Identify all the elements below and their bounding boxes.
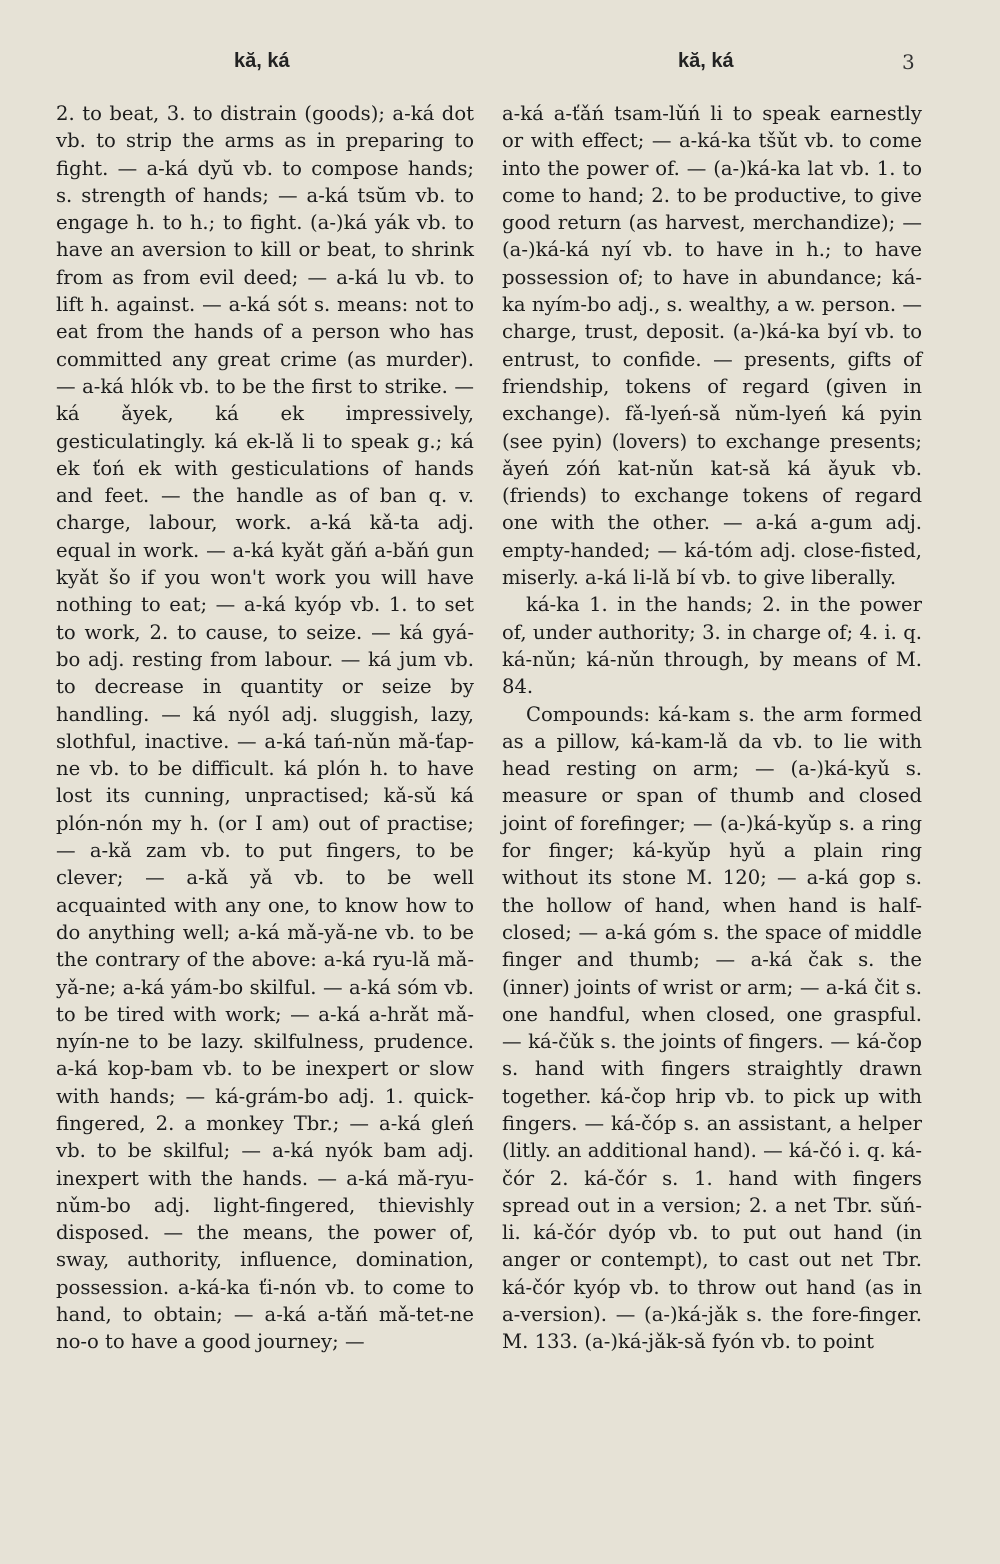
left-headword: kă, ká	[234, 50, 290, 72]
right-column	[502, 100, 922, 1356]
right-paragraph: ká-ka 1. in the hands; 2. in the power of, under authority; 3. in charge of; 4. i. q. ká-nǔn; ká-nǔn through, by means of M. 84.	[502, 593, 922, 699]
left-paragraph: 2. to beat, 3. to distrain (goods); a-ká dot vb. to strip the arms as in preparing to fight. — a-ká dyŭ vb. to compose hands; s. strength of hands; — a-ká tsŭm vb. to engage h. to h.; to fight. (a-)ká yák vb. to have an aversion to kill or beat, to shrink from as from evil deed; — a-ká lu vb. to lift h. against. — a-ká sót s. means: not to eat from the hands of a person who has committed any great crime (as murder). — a-ká hlók vb. to be the first to strike. — ká ǎyek, ká ek impressively, gesticulatingly. ká ek-lǎ li to speak g.; ká ek ťoń ek with gesticulations of hands and feet. — the handle as of ban q. v. charge, labour, work. a-ká kǎ-ta adj. equal in work. — a-ká kyǎt gǎń a-bǎń gun kyǎt šo if you won't work you will have nothing to eat; — a-ká kyóp vb. 1. to set to work, 2. to cause, to seize. — ká gyá-bo adj. resting from labour. — ká jum vb. to decrease in quantity or seize by handling. — ká nyól adj. sluggish, lazy, slothful, inactive. — a-ká tań-nǔn mǎ-ťap-ne vb. to be difficult. ká plón h. to have lost its cunning, unpractised; kǎ-sǔ ká plón-nón my h. (or I am) out of practise; — a-kǎ zam vb. to put fingers, to be clever; — a-kǎ yǎ vb. to be well acquainted with any one, to know how to do anything well; a-ká mǎ-yǎ-ne vb. to be the contrary of the above: a-ká ryu-lǎ mǎ-yǎ-ne; a-ká yám-bo skilful. — a-ká sóm vb. to be tired with work; — a-ká a-hrǎt mǎ-nyín-ne to be lazy. skilfulness, prudence. a-ká kop-bam vb. to be inexpert or slow with hands; — ká-grám-bo adj. 1. quick-fingered, 2. a monkey Tbr.; — a-ká gleń vb. to be skilful; — a-ká nyók bam adj. inexpert with the hands. — a-ká mǎ-ryu-nǔm-bo adj. light-fingered, thievishly disposed. — the means, the power of, sway, authority, influence, domination, possession. a-ká-ka ťi-nón vb. to come to hand, to obtain; — a-ká a-tǎń mǎ-tet-ne no-o to have a good journey; —	[56, 102, 474, 1354]
left-column	[56, 100, 474, 1356]
running-header	[0, 50, 1000, 80]
right-paragraph: Compounds: ká-kam s. the arm formed as a pillow, ká-kam-lǎ da vb. to lie with head resting on arm; — (a-)ká-kyǔ s. measure or span of thumb and closed joint of forefinger; — (a-)ká-kyǔp s. a ring for finger; ká-kyǔp hyǔ a plain ring without its stone M. 120; — a-ká gop s. the hollow of hand, when hand is half-closed; — a-ká góm s. the space of middle finger and thumb; — a-ká čak s. the (inner) joints of wrist or arm; — a-ká čit s. one handful, when closed, one graspful. — ká-čǔk s. the joints of fingers. — ká-čop s. hand with fingers straightly drawn together. ká-čop hrip vb. to pick up with fingers. — ká-čóp s. an assistant, a helper (litly. an additional hand). — ká-čó i. q. ká-čór 2. ká-čór s. 1. hand with fingers spread out in a version; 2. a net Tbr. sǔń-li. ká-čór dyóp vb. to put out hand (in anger or contempt), to cast out net Tbr. ká-čór kyóp vb. to throw out hand (as in a-version). — (a-)ká-jǎk s. the fore-finger. M. 133. (a-)ká-jǎk-sǎ fyón vb. to point	[502, 702, 922, 1354]
page-number: 3	[902, 50, 915, 74]
right-headword: kă, ká	[678, 50, 734, 72]
right-paragraph: a-ká a-ťǎń tsam-lǔń li to speak earnestly or with effect; — a-ká-ka tšǔt vb. to come into the power of. — (a-)ká-ka lat vb. 1. to come to hand; 2. to be productive, to give good return (as harvest, merchandize); — (a-)ká-ká nyí vb. to have in h.; to have possession of; to have in abundance; ká-ka nyím-bo adj., s. wealthy, a w. person. — charge, trust, deposit. (a-)ká-ka byí vb. to entrust, to confide. — presents, gifts of friendship, tokens of regard (given in exchange). fǎ-lyeń-sǎ nǔm-lyeń ká pyin (see pyin) (lovers) to exchange presents; ǎyeń zóń kat-nǔn kat-sǎ ká ǎyuk vb. (friends) to exchange tokens of regard one with the other. — a-ká a-gum adj. empty-handed; — ká-tóm adj. close-fisted, miserly. a-ká li-lǎ bí vb. to give liberally.	[502, 102, 922, 590]
